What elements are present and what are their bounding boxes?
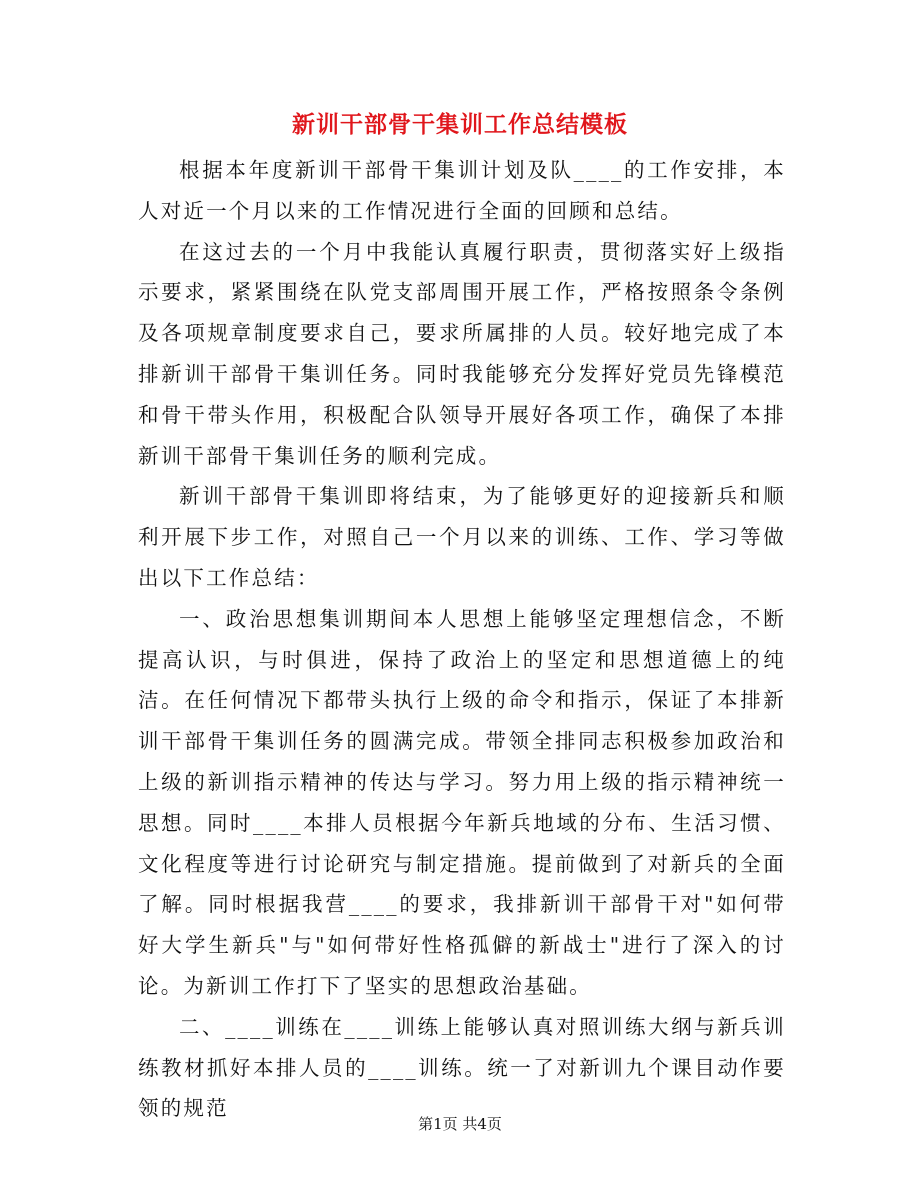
paragraph-intro: 根据本年度新训干部骨干集训计划及队____的工作安排，本人对近一个月以来的工作情况进行全面的回顾和总结。 xyxy=(138,158,786,223)
document-body xyxy=(138,150,786,1129)
paragraph-section-training: 二、____训练在____训练上能够认真对照训练大纲与新兵训练教材抓好本排人员的____训练。统一了对新训九个课目动作要领的规范 xyxy=(138,1014,786,1121)
paragraph-duties: 在这过去的一个月中我能认真履行职责，贯彻落实好上级指示要求，紧紧围绕在队党支部周围开展工作，严格按照条令条例及各项规章制度要求自己，要求所属排的人员。较好地完成了本排新训干部骨干集训任务。同时我能够充分发挥好党员先锋模范和骨干带头作用，积极配合队领导开展好各项工作，确保了本排新训干部骨干集训任务的顺利完成。 xyxy=(138,239,786,468)
paragraph-section-political: 一、政治思想集训期间本人思想上能够坚定理想信念，不断提高认识，与时俱进，保持了政治上的坚定和思想道德上的纯洁。在任何情况下都带头执行上级的命令和指示，保证了本排新训干部骨干集训任务的圆满完成。带领全排同志积极参加政治和上级的新训指示精神的传达与学习。努力用上级的指示精神统一思想。同时____本排人员根据今年新兵地域的分布、生活习惯、文化程度等进行讨论研究与制定措施。提前做到了对新兵的全面了解。同时根据我营____的要求，我排新训干部骨干对"如何带好大学生新兵"与"如何带好性格孤僻的新战士"进行了深入的讨论。为新训工作打下了坚实的思想政治基础。 xyxy=(138,606,786,998)
document-title: 新训干部骨干集训工作总结模板 xyxy=(292,111,628,138)
page-number-footer: 第1页 共4页 xyxy=(418,1115,502,1133)
paragraph-summary-lead: 新训干部骨干集训即将结束，为了能够更好的迎接新兵和顺利开展下步工作，对照自己一个月以来的训练、工作、学习等做出以下工作总结： xyxy=(138,484,786,590)
